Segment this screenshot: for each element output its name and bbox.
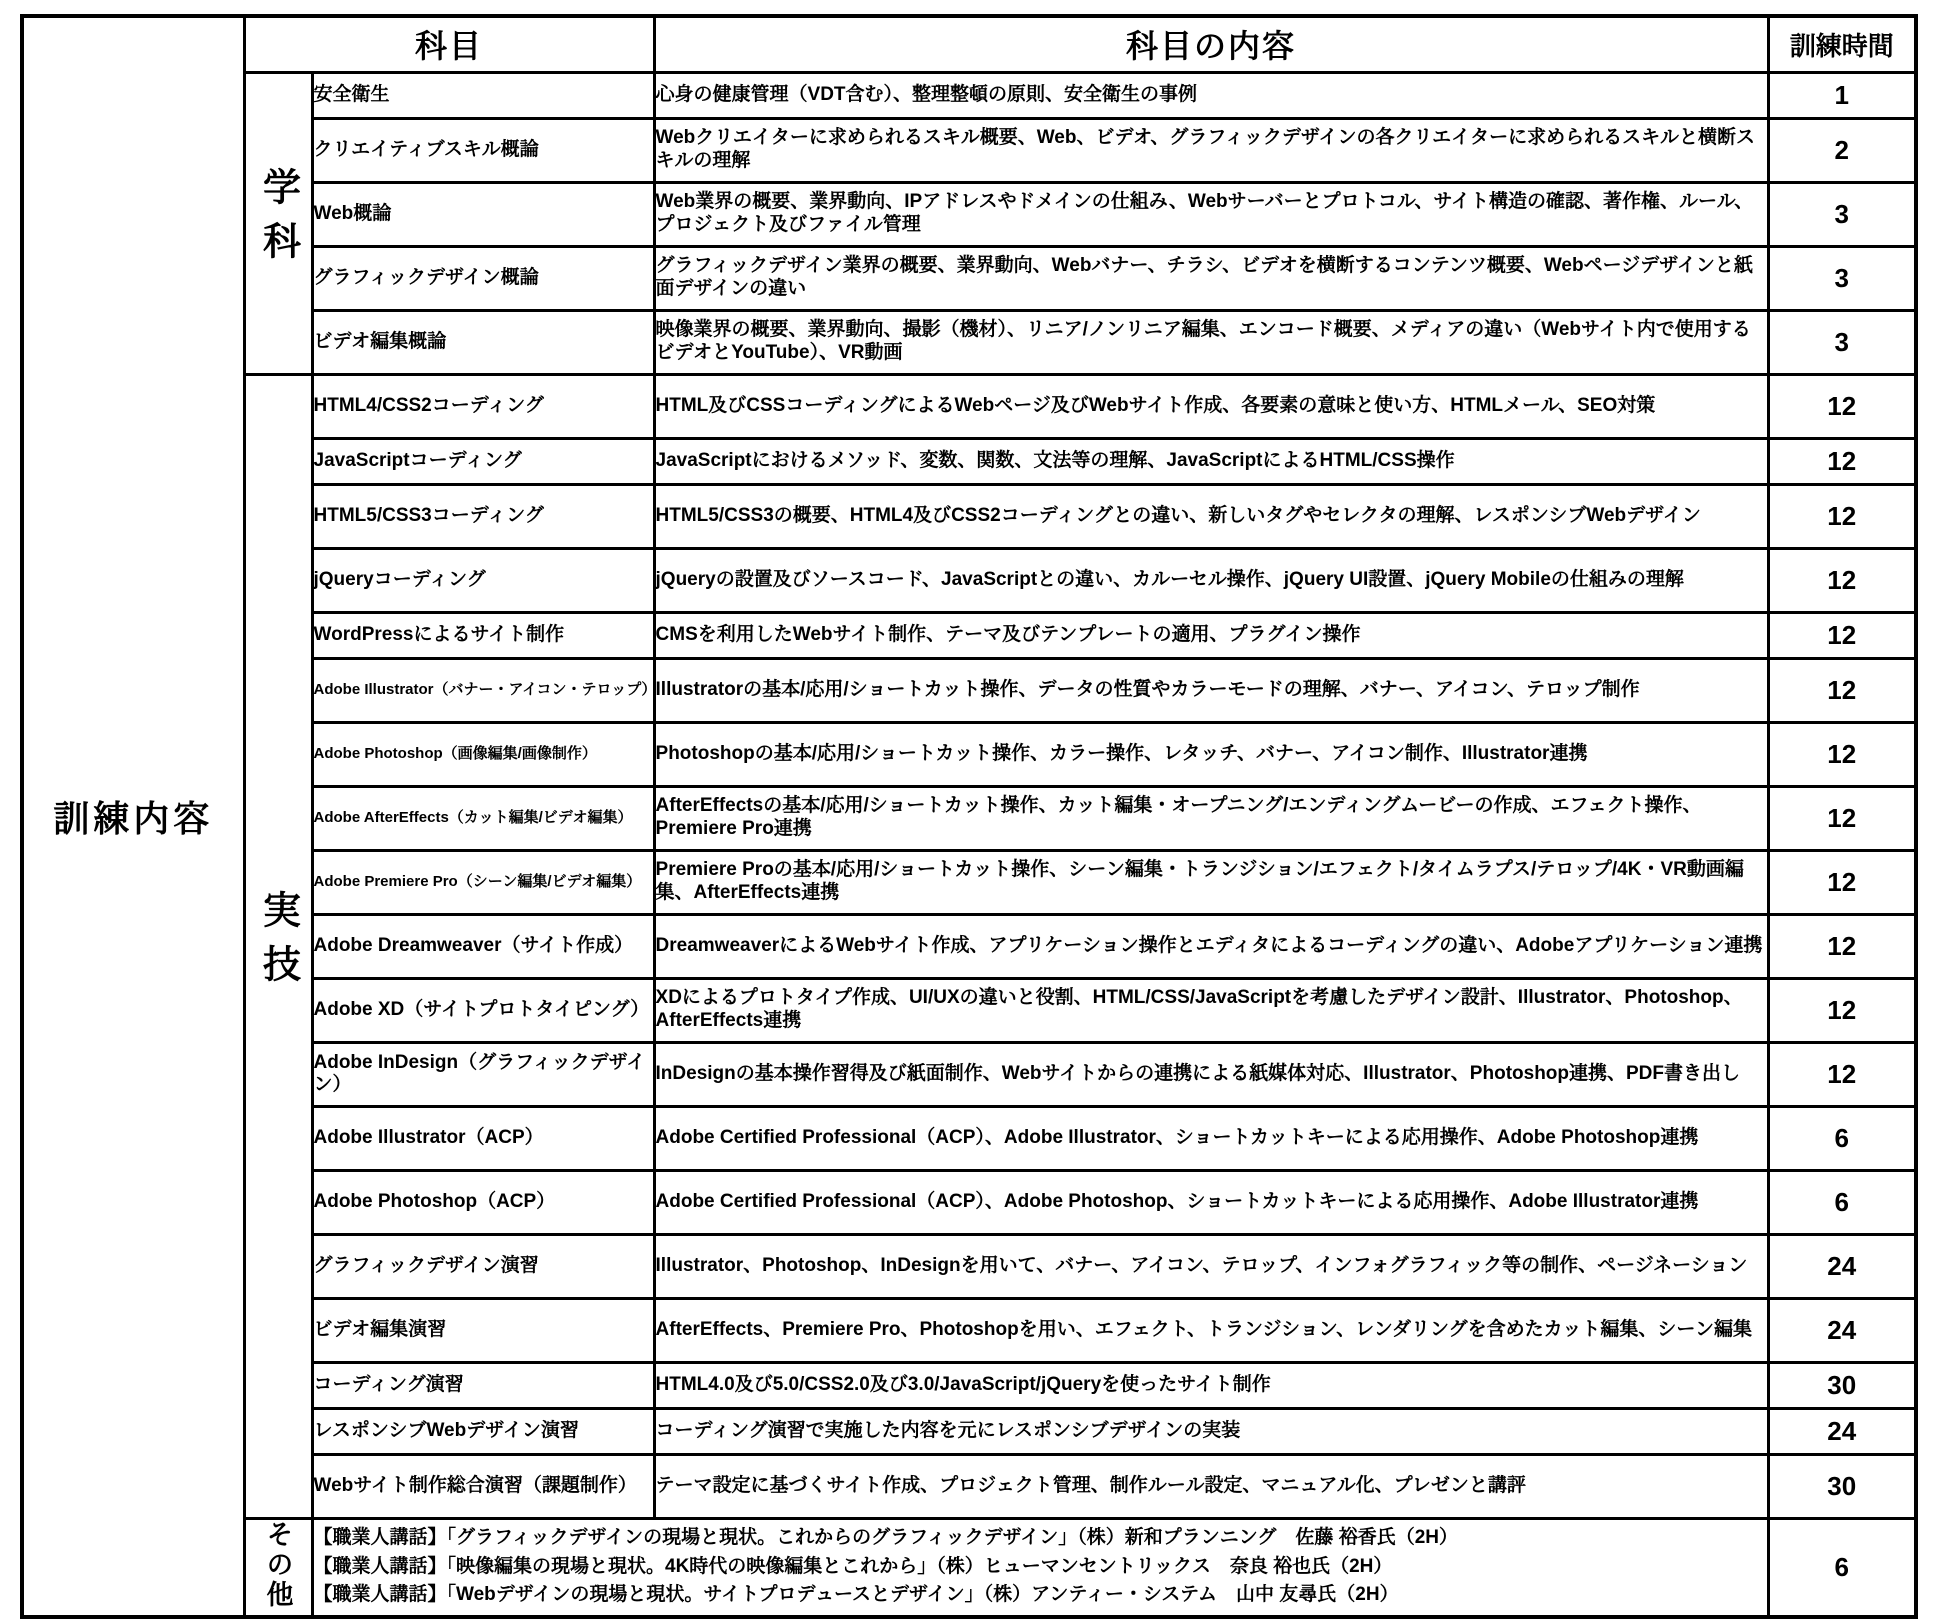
subject-cell: jQueryコーディング [312, 548, 654, 612]
table-row [22, 374, 1916, 438]
hours-cell: 3 [1768, 310, 1916, 374]
category-text: その他 [262, 1519, 293, 1610]
subject-cell: HTML5/CSS3コーディング [312, 484, 654, 548]
content-cell: Web業界の概要、業界動向、IPアドレスやドメインの仕組み、Webサーバーとプロトコル、サイト構造の確認、著作権、ルール、プロジェクト及びファイル管理 [654, 182, 1768, 246]
subject-cell: Adobe Dreamweaver（サイト作成） [312, 914, 654, 978]
content-cell: Premiere Proの基本/応用/ショートカット操作、シーン編集・トランジション/エフェクト/タイムラプス/テロップ/4K・VR動画編集、AfterEffects連携 [654, 850, 1768, 914]
category-text: 実技 [256, 889, 299, 998]
subject-cell: レスポンシブWebデザイン演習 [312, 1408, 654, 1454]
content-cell: HTML及びCSSコーディングによるWebページ及びWebサイト作成、各要素の意味と使い方、HTMLメール、SEO対策 [654, 374, 1768, 438]
training-content-label: 訓練内容 [22, 16, 244, 1617]
content-cell: jQueryの設置及びソースコード、JavaScriptとの違い、カルーセル操作、jQuery UI設置、jQuery Mobileの仕組みの理解 [654, 548, 1768, 612]
hours-cell: 24 [1768, 1298, 1916, 1362]
content-cell: Webクリエイターに求められるスキル概要、Web、ビデオ、グラフィックデザインの各クリエイターに求められるスキルと横断スキルの理解 [654, 118, 1768, 182]
curriculum-table [20, 14, 1918, 1619]
content-cell: Adobe Certified Professional（ACP）、Adobe Photoshop、ショートカットキーによる応用操作、Adobe Illustrator連携 [654, 1170, 1768, 1234]
hours-cell: 12 [1768, 374, 1916, 438]
content-cell: CMSを利用したWebサイト制作、テーマ及びテンプレートの適用、プラグイン操作 [654, 612, 1768, 658]
hours-cell: 6 [1768, 1518, 1916, 1617]
hours-cell: 3 [1768, 246, 1916, 310]
category-label-jitsugi [244, 374, 312, 1518]
page [0, 14, 1936, 1610]
hours-cell: 2 [1768, 118, 1916, 182]
header-content: 科目の内容 [654, 16, 1768, 72]
content-cell: Illustratorの基本/応用/ショートカット操作、データの性質やカラーモードの理解、バナー、アイコン、テロップ制作 [654, 658, 1768, 722]
content-cell: JavaScriptにおけるメソッド、変数、関数、文法等の理解、JavaScriptによるHTML/CSS操作 [654, 438, 1768, 484]
hours-cell: 12 [1768, 658, 1916, 722]
hours-cell: 12 [1768, 914, 1916, 978]
subject-cell: クリエイティブスキル概論 [312, 118, 654, 182]
hours-cell: 12 [1768, 484, 1916, 548]
content-cell: テーマ設定に基づくサイト作成、プロジェクト管理、制作ルール設定、マニュアル化、プレゼンと講評 [654, 1454, 1768, 1518]
subject-cell: JavaScriptコーディング [312, 438, 654, 484]
content-cell: 映像業界の概要、業界動向、撮影（機材）、リニア/ノンリニア編集、エンコード概要、メディアの違い（Webサイト内で使用するビデオとYouTube）、VR動画 [654, 310, 1768, 374]
subject-cell: Web概論 [312, 182, 654, 246]
subject-cell: ビデオ編集演習 [312, 1298, 654, 1362]
content-cell: XDによるプロトタイプ作成、UI/UXの違いと役割、HTML/CSS/JavaScriptを考慮したデザイン設計、Illustrator、Photoshop、AfterEffects連携 [654, 978, 1768, 1042]
subject-cell: Adobe AfterEffects（カット編集/ビデオ編集） [312, 786, 654, 850]
table-row [22, 1518, 1916, 1617]
content-cell: HTML5/CSS3の概要、HTML4及びCSS2コーディングとの違い、新しいタグやセレクタの理解、レスポンシブWebデザイン [654, 484, 1768, 548]
hours-cell: 3 [1768, 182, 1916, 246]
header-row [22, 16, 1916, 72]
subject-cell: HTML4/CSS2コーディング [312, 374, 654, 438]
header-hours: 訓練時間 [1768, 16, 1916, 72]
hours-cell: 12 [1768, 548, 1916, 612]
lecture-line: 【職業人講話】「グラフィックデザインの現場と現状。これからのグラフィックデザイン」（株）新和プランニング 佐藤 裕香氏（2H） [313, 1527, 1458, 1549]
subject-cell: Adobe Illustrator（ACP） [312, 1106, 654, 1170]
subject-cell: WordPressによるサイト制作 [312, 612, 654, 658]
hours-cell: 30 [1768, 1454, 1916, 1518]
hours-cell: 12 [1768, 1042, 1916, 1106]
subject-cell: Adobe Photoshop（ACP） [312, 1170, 654, 1234]
content-cell: Photoshopの基本/応用/ショートカット操作、カラー操作、レタッチ、バナー、アイコン制作、Illustrator連携 [654, 722, 1768, 786]
content-cell: DreamweaverによるWebサイト作成、アプリケーション操作とエディタによるコーディングの違い、Adobeアプリケーション連携 [654, 914, 1768, 978]
hours-cell: 12 [1768, 612, 1916, 658]
hours-cell: 12 [1768, 786, 1916, 850]
content-cell: HTML4.0及び5.0/CSS2.0及び3.0/JavaScript/jQueryを使ったサイト制作 [654, 1362, 1768, 1408]
subject-cell: Adobe Premiere Pro（シーン編集/ビデオ編集） [312, 850, 654, 914]
table-row [22, 72, 1916, 118]
header-subject: 科目 [244, 16, 654, 72]
content-cell: グラフィックデザイン業界の概要、業界動向、Webバナー、チラシ、ビデオを横断するコンテンツ概要、Webページデザインと紙面デザインの違い [654, 246, 1768, 310]
category-label-sonota [244, 1518, 312, 1617]
hours-cell: 12 [1768, 438, 1916, 484]
lecture-line: 【職業人講話】「Webデザインの現場と現状。サイトプロデュースとデザイン」（株）アンティー・システム 山中 友尋氏（2H） [313, 1584, 1399, 1606]
subject-cell: コーディング演習 [312, 1362, 654, 1408]
hours-cell: 12 [1768, 722, 1916, 786]
subject-cell: グラフィックデザイン演習 [312, 1234, 654, 1298]
subject-cell: Adobe XD（サイトプロトタイピング） [312, 978, 654, 1042]
hours-cell: 1 [1768, 72, 1916, 118]
content-cell: Adobe Certified Professional（ACP）、Adobe Illustrator、ショートカットキーによる応用操作、Adobe Photoshop連携 [654, 1106, 1768, 1170]
subject-cell: グラフィックデザイン概論 [312, 246, 654, 310]
content-cell: InDesignの基本操作習得及び紙面制作、Webサイトからの連携による紙媒体対応、Illustrator、Photoshop連携、PDF書き出し [654, 1042, 1768, 1106]
content-cell: コーディング演習で実施した内容を元にレスポンシブデザインの実装 [654, 1408, 1768, 1454]
subject-cell: Adobe Illustrator（バナー・アイコン・テロップ） [312, 658, 654, 722]
lecture-line: 【職業人講話】「映像編集の現場と現状。4K時代の映像編集とこれから」（株）ヒューマンセントリックス 奈良 裕也氏（2H） [313, 1555, 1393, 1577]
hours-cell: 6 [1768, 1170, 1916, 1234]
subject-cell: Webサイト制作総合演習（課題制作） [312, 1454, 654, 1518]
category-label-gakka [244, 72, 312, 374]
category-text: 学科 [256, 166, 299, 275]
hours-cell: 12 [1768, 978, 1916, 1042]
content-cell: AfterEffects、Premiere Pro、Photoshopを用い、エフェクト、トランジション、レンダリングを含めたカット編集、シーン編集 [654, 1298, 1768, 1362]
hours-cell: 24 [1768, 1408, 1916, 1454]
content-cell: 心身の健康管理（VDT含む）、整理整頓の原則、安全衛生の事例 [654, 72, 1768, 118]
hours-cell: 6 [1768, 1106, 1916, 1170]
hours-cell: 24 [1768, 1234, 1916, 1298]
subject-cell: ビデオ編集概論 [312, 310, 654, 374]
subject-cell: 安全衛生 [312, 72, 654, 118]
subject-cell: Adobe Photoshop（画像編集/画像制作） [312, 722, 654, 786]
subject-cell: Adobe InDesign（グラフィックデザイン） [312, 1042, 654, 1106]
content-cell: Illustrator、Photoshop、InDesignを用いて、バナー、アイコン、テロップ、インフォグラフィック等の制作、ページネーション [654, 1234, 1768, 1298]
hours-cell: 30 [1768, 1362, 1916, 1408]
other-content-cell [312, 1518, 1768, 1617]
hours-cell: 12 [1768, 850, 1916, 914]
content-cell: AfterEffectsの基本/応用/ショートカット操作、カット編集・オープニング/エンディングムービーの作成、エフェクト操作、Premiere Pro連携 [654, 786, 1768, 850]
